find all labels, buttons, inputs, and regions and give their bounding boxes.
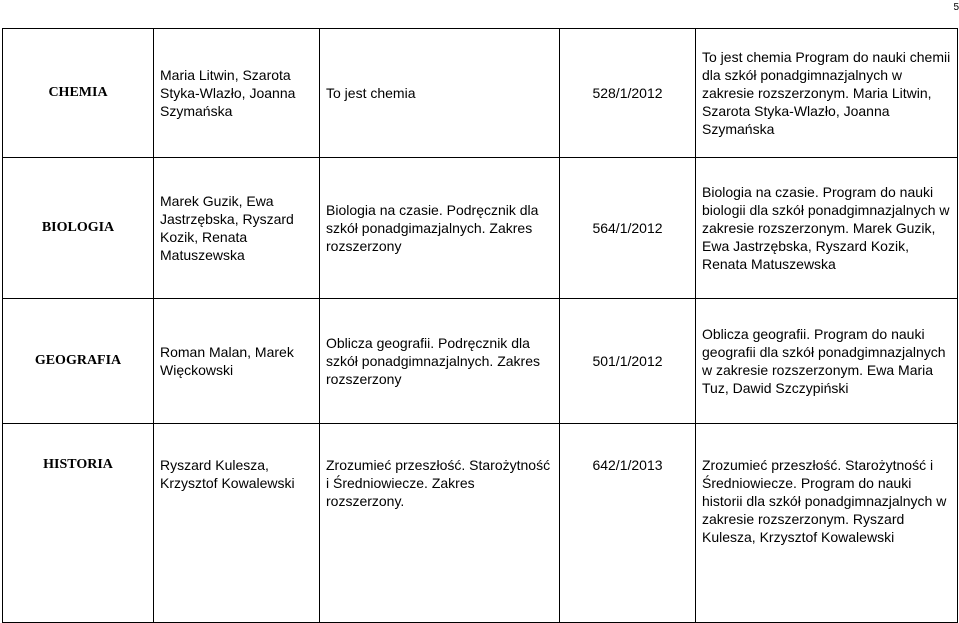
program-cell: Biologia na czasie. Program do nauki biologii dla szkół ponadgimnazjalnych w zakresie rozszerzonym. Marek Guzik, Ewa Jastrzębska, Ryszard Kozik, Renata Matuszewska [696,158,958,299]
program-cell: To jest chemia Program do nauki chemii dla szkół ponadgimnazjalnych w zakresie rozszerzonym. Maria Litwin, Szarota Styka-Wlazło, Joanna Szymańska [696,29,958,158]
approval-number-cell: 642/1/2013 [560,424,696,623]
page-number: 5 [953,2,959,13]
table-row [3,424,958,623]
textbook-cell: To jest chemia [320,29,560,158]
textbook-cell: Oblicza geografii. Podręcznik dla szkół ponadgimnazjalnych. Zakres rozszerzony [320,299,560,424]
textbook-cell: Zrozumieć przeszłość. Starożytność i Średniowiecze. Zakres rozszerzony. [320,424,560,623]
subject-cell: BIOLOGIA [3,158,154,299]
subject-cell: CHEMIA [3,29,154,158]
authors-cell: Maria Litwin, Szarota Styka-Wlazło, Joanna Szymańska [154,29,320,158]
program-cell: Zrozumieć przeszłość. Starożytność i Średniowiecze. Program do nauki historii dla szkół ponadgimnazjalnych w zakresie rozszerzonym. Ryszard Kulesza, Krzysztof Kowalewski [696,424,958,623]
approval-number-cell: 501/1/2012 [560,299,696,424]
table-row [3,29,958,158]
subjects-table [2,28,958,623]
subject-cell: GEOGRAFIA [3,299,154,424]
authors-cell: Ryszard Kulesza, Krzysztof Kowalewski [154,424,320,623]
textbook-cell: Biologia na czasie. Podręcznik dla szkół ponadgimazjalnych. Zakres rozszerzony [320,158,560,299]
authors-cell: Marek Guzik, Ewa Jastrzębska, Ryszard Kozik, Renata Matuszewska [154,158,320,299]
table-row [3,158,958,299]
approval-number-cell: 528/1/2012 [560,29,696,158]
subject-cell: HISTORIA [3,424,154,623]
program-cell: Oblicza geografii. Program do nauki geografii dla szkół ponadgimnazjalnych w zakresie rozszerzonym. Ewa Maria Tuz, Dawid Szczypiński [696,299,958,424]
table-row [3,299,958,424]
authors-cell: Roman Malan, Marek Więckowski [154,299,320,424]
approval-number-cell: 564/1/2012 [560,158,696,299]
